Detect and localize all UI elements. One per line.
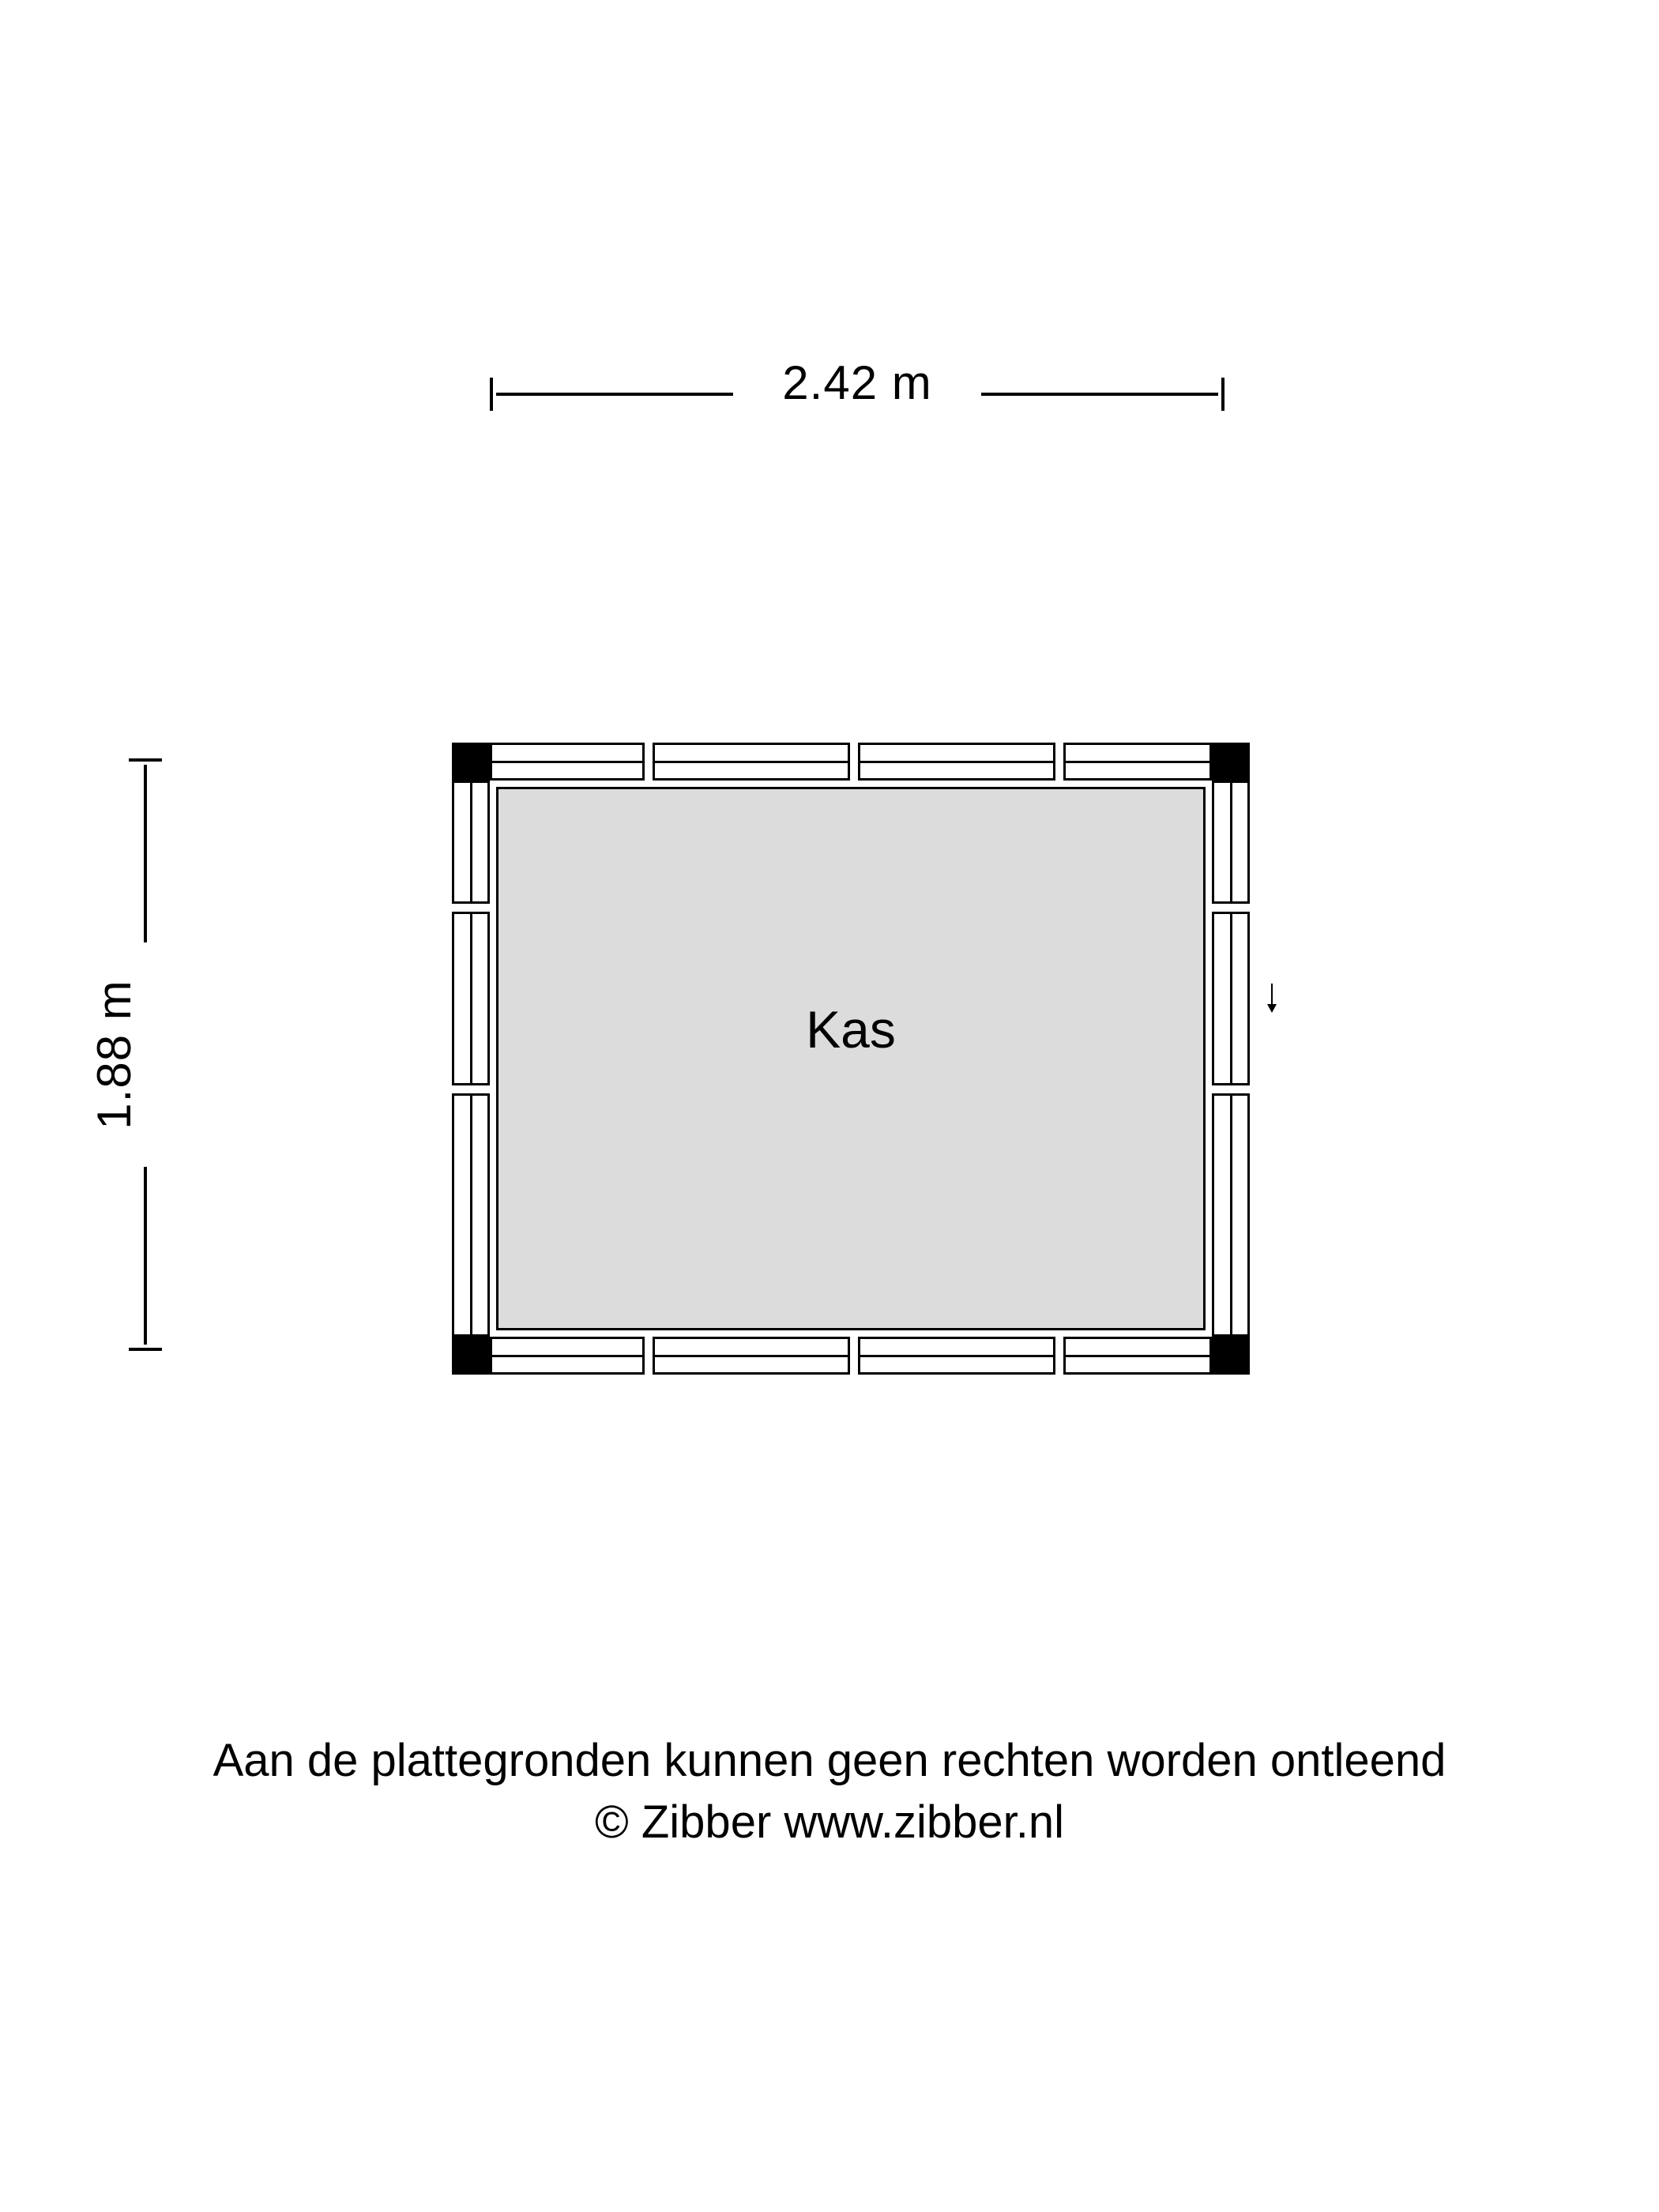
dimension-width-label: 2.42 m xyxy=(782,356,932,409)
wall-left-mullion-2 xyxy=(452,1083,490,1096)
corner-post-top-right xyxy=(1212,743,1250,781)
footer-disclaimer: Aan de plattegronden kunnen geen rechten worden ontleend xyxy=(213,1735,1446,1786)
wall-right xyxy=(1212,781,1250,1337)
dimension-height-label: 1.88 m xyxy=(88,980,141,1130)
room-floor-fill xyxy=(496,787,1206,1330)
wall-top-mullion-2 xyxy=(848,743,860,781)
wall-left-inner-line xyxy=(470,783,472,1334)
wall-top xyxy=(490,743,1212,781)
room-label-kas: Kas xyxy=(806,1000,896,1059)
wall-right-mullion-2 xyxy=(1212,1083,1250,1096)
direction-arrow-icon xyxy=(1264,984,1280,1015)
dimension-height-line-bottom xyxy=(144,1167,147,1345)
footer-credit: © Zibber www.zibber.nl xyxy=(595,1796,1064,1848)
corner-post-bottom-left xyxy=(452,1337,490,1375)
dimension-width xyxy=(490,340,1224,427)
floor-plan xyxy=(452,743,1250,1375)
wall-right-inner-line xyxy=(1230,783,1232,1334)
corner-post-bottom-right xyxy=(1212,1337,1250,1375)
dimension-height xyxy=(63,758,166,1351)
wall-top-mullion-3 xyxy=(1053,743,1066,781)
wall-bottom-mullion-3 xyxy=(1053,1337,1066,1375)
wall-left xyxy=(452,781,490,1337)
wall-bottom-mullion-1 xyxy=(642,1337,655,1375)
wall-top-mullion-1 xyxy=(642,743,655,781)
direction-arrow-head xyxy=(1267,1004,1277,1013)
dimension-height-line-top xyxy=(144,765,147,942)
wall-bottom-mullion-2 xyxy=(848,1337,860,1375)
wall-right-mullion-1 xyxy=(1212,901,1250,914)
footer xyxy=(0,1730,1659,1853)
wall-bottom xyxy=(490,1337,1212,1375)
corner-post-top-left xyxy=(452,743,490,781)
wall-left-mullion-1 xyxy=(452,901,490,914)
